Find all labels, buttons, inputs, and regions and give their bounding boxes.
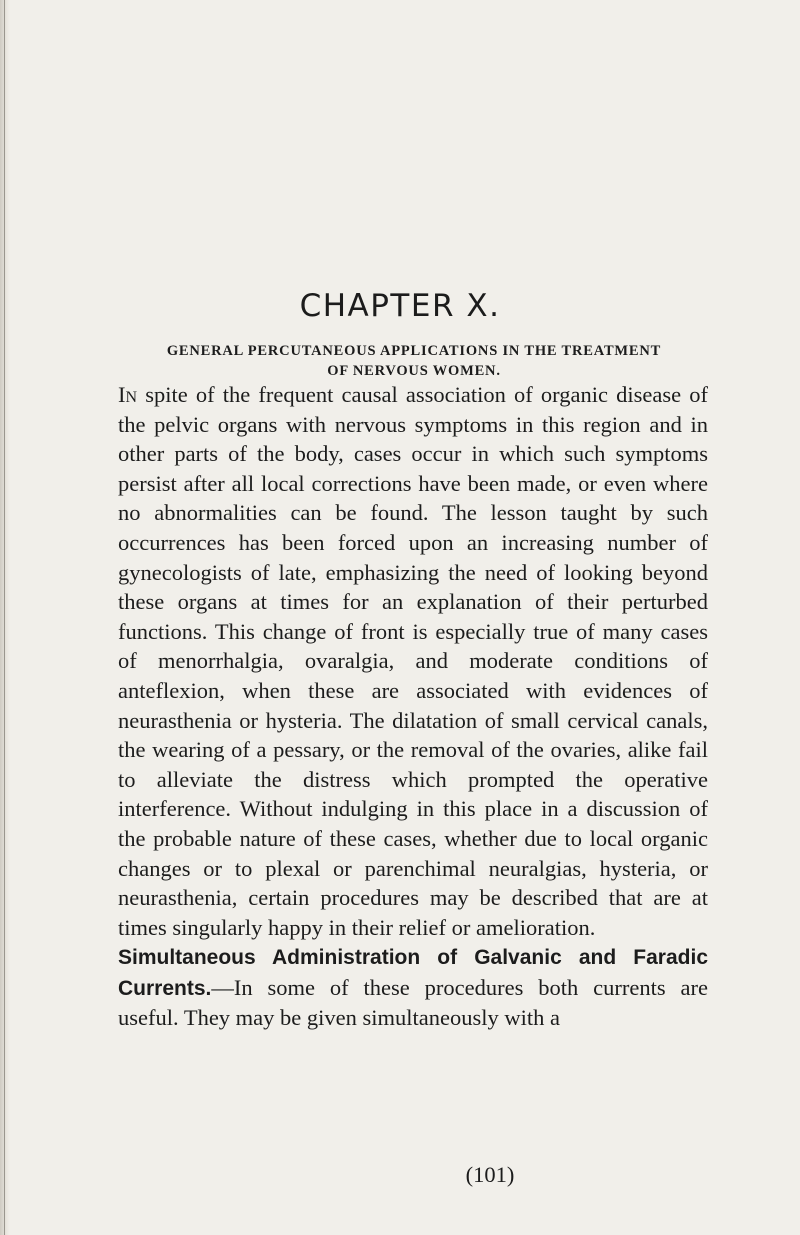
drop-word: In [118,382,138,407]
section-heading-simultaneous: Simultaneous Administration of Galvanic and Faradic Currents. [118,946,708,1000]
paragraph-simultaneous [118,942,708,1033]
chapter-subtitle-line-2: OF NERVOUS WOMEN. [327,363,501,379]
paragraph-intro [118,380,708,942]
paragraph-intro-text: spite of the frequent causal association of organic disease of the pelvic organs with nervous symptoms in this region and in other parts of the body, cases occur in which such symptoms persist after all local corrections have been made, or even where no abnormalities can be found. The lesson taught by such occurrences has been forced upon an increasing number of gynecologists of late, emphasizing the need of looking beyond these organs at times for an explanation of their perturbed functions. This change of front is especially true of many cases of menorrhalgia, ovaralgia, and moderate conditions of anteflexion, when these are associated with evidences of neurasthenia or hysteria. The dilatation of small cervical canals, the wearing of a pessary, or the removal of the ovaries, alike fail to alleviate the distress which prompted the operative interference. Without indulging in this place in a discussion of the probable nature of these cases, whether due to local organic changes or to plexal or parenchimal neuralgias, hysteria, or neurasthenia, certain procedures may be described that are at times singularly happy in their relief or amelioration. [118,382,708,940]
chapter-subtitle [120,341,708,381]
paragraph-simultaneous-text: —In some of these procedures both currents are useful. They may be given simultaneously with a [118,974,708,1031]
body-text [118,380,708,1033]
page-gutter-shadow [0,0,10,1235]
binding-edge-line [4,0,5,1235]
chapter-subtitle-line-1: GENERAL PERCUTANEOUS APPLICATIONS IN THE TREATMENT [166,343,662,359]
page-number: (101) [465,1162,515,1187]
chapter-heading: CHAPTER X. [299,288,501,324]
